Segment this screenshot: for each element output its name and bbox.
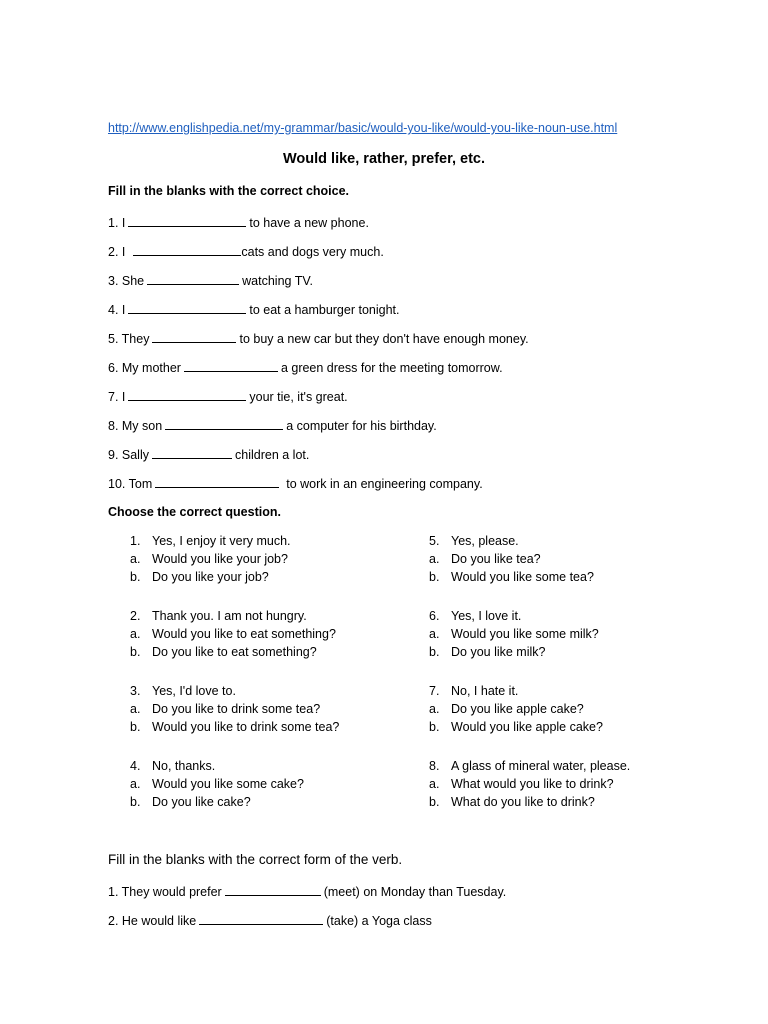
fill-item-3: 3. She watching TV.: [108, 274, 314, 288]
answer-blank[interactable]: [184, 359, 278, 372]
fill-item-9: 9. Sally children a lot.: [108, 448, 310, 462]
section2-instruction: Choose the correct question.: [108, 505, 281, 519]
option-a[interactable]: a. Would you like your job?: [130, 552, 288, 566]
option-b[interactable]: b. Would you like to drink some tea?: [130, 720, 340, 734]
page-title: Would like, rather, prefer, etc.: [283, 151, 485, 167]
option-a[interactable]: a. Do you like apple cake?: [429, 702, 584, 716]
answer-blank[interactable]: [199, 912, 323, 925]
option-b[interactable]: b. Would you like some tea?: [429, 570, 594, 584]
answer-blank[interactable]: [152, 446, 232, 459]
source-link[interactable]: http://www.englishpedia.net/my-grammar/basic/would-you-like/would-you-like-noun-use.html: [108, 121, 618, 135]
answer-blank[interactable]: [128, 388, 246, 401]
answer-blank[interactable]: [147, 272, 239, 285]
option-a[interactable]: a. Do you like tea?: [429, 552, 541, 566]
answer-blank[interactable]: [155, 475, 279, 488]
section1-instruction: Fill in the blanks with the correct choice.: [108, 184, 350, 198]
option-a[interactable]: a. Do you like to drink some tea?: [130, 702, 321, 716]
answer-blank[interactable]: [225, 883, 321, 896]
option-b[interactable]: b. Do you like your job?: [130, 570, 269, 584]
fill-item-4: 4. I to eat a hamburger tonight.: [108, 303, 400, 317]
verb-item-2: 2. He would like (take) a Yoga class: [108, 914, 432, 928]
fill-item-2: 2. I cats and dogs very much.: [108, 245, 384, 259]
answer-blank[interactable]: [152, 330, 236, 343]
worksheet-page: http://www.englishpedia.net/my-grammar/basic/would-you-like/would-you-like-noun-use.html Would like, rather, prefer, etc. Fill in the blanks with the correct choice. 1. I to have a new phone. 2. I cats and dogs very much. 3. She watching TV. 4. I to eat a hamburger tonight. 5. They to buy a new car but they don't have enough money. 6. My mother a green dress for the meeting tomorrow. 7. I your tie, it's great. 8. My son a computer for his birthday. 9. Sally children a lot. 10. Tom to work in an engineering company. Choose the correct question. 1. Yes, I enjoy it very much. a. Would you like your job? b. Do you like your job? 2. Thank you. I am not hungry. a. Would you like to eat something? b. Do you like to eat something? 3. Yes, I'd love to. a. Do you like to drink some tea? b. Would you like to drink some tea? 4. No, thanks. a. Would you like some cake? b. Do you like cake? 5. Yes, please. a. Do you like tea? b. Would you like some tea? 6. Yes, I love it. a. Would you like some milk? b. Do you like milk? 7. No, I hate it. a. Do you like apple cake? b. Would you like apple cake? 8. A glass of mineral water, please. a. What would you like to drink? b. What do you like to drink? Fill in the blanks with the correct form of the verb. 1. They would prefer (meet) on Monday than Tuesday. 2. He would like (take) a Yoga class: [0, 0, 768, 1024]
answer-blank[interactable]: [133, 243, 241, 256]
answer-blank[interactable]: [128, 301, 246, 314]
verb-item-1: 1. They would prefer (meet) on Monday than Tuesday.: [108, 885, 507, 899]
answer-blank[interactable]: [165, 417, 283, 430]
section3-heading: Fill in the blanks with the correct form of the verb.: [108, 852, 403, 867]
fill-item-7: 7. I your tie, it's great.: [108, 390, 348, 404]
option-b[interactable]: b. Do you like milk?: [429, 645, 546, 659]
option-a[interactable]: a. Would you like some milk?: [429, 627, 599, 641]
option-a[interactable]: a. Would you like to eat something?: [130, 627, 336, 641]
answer-blank[interactable]: [128, 214, 246, 227]
fill-item-6: 6. My mother a green dress for the meeting tomorrow.: [108, 361, 503, 375]
option-b[interactable]: b. Do you like cake?: [130, 795, 251, 809]
fill-item-1: 1. I to have a new phone.: [108, 216, 369, 230]
fill-item-10: 10. Tom to work in an engineering company.: [108, 477, 483, 491]
fill-item-5: 5. They to buy a new car but they don't have enough money.: [108, 332, 529, 346]
option-b[interactable]: b. Would you like apple cake?: [429, 720, 603, 734]
option-b[interactable]: b. What do you like to drink?: [429, 795, 595, 809]
option-b[interactable]: b. Do you like to eat something?: [130, 645, 317, 659]
fill-item-8: 8. My son a computer for his birthday.: [108, 419, 437, 433]
option-a[interactable]: a. Would you like some cake?: [130, 777, 304, 791]
option-a[interactable]: a. What would you like to drink?: [429, 777, 614, 791]
